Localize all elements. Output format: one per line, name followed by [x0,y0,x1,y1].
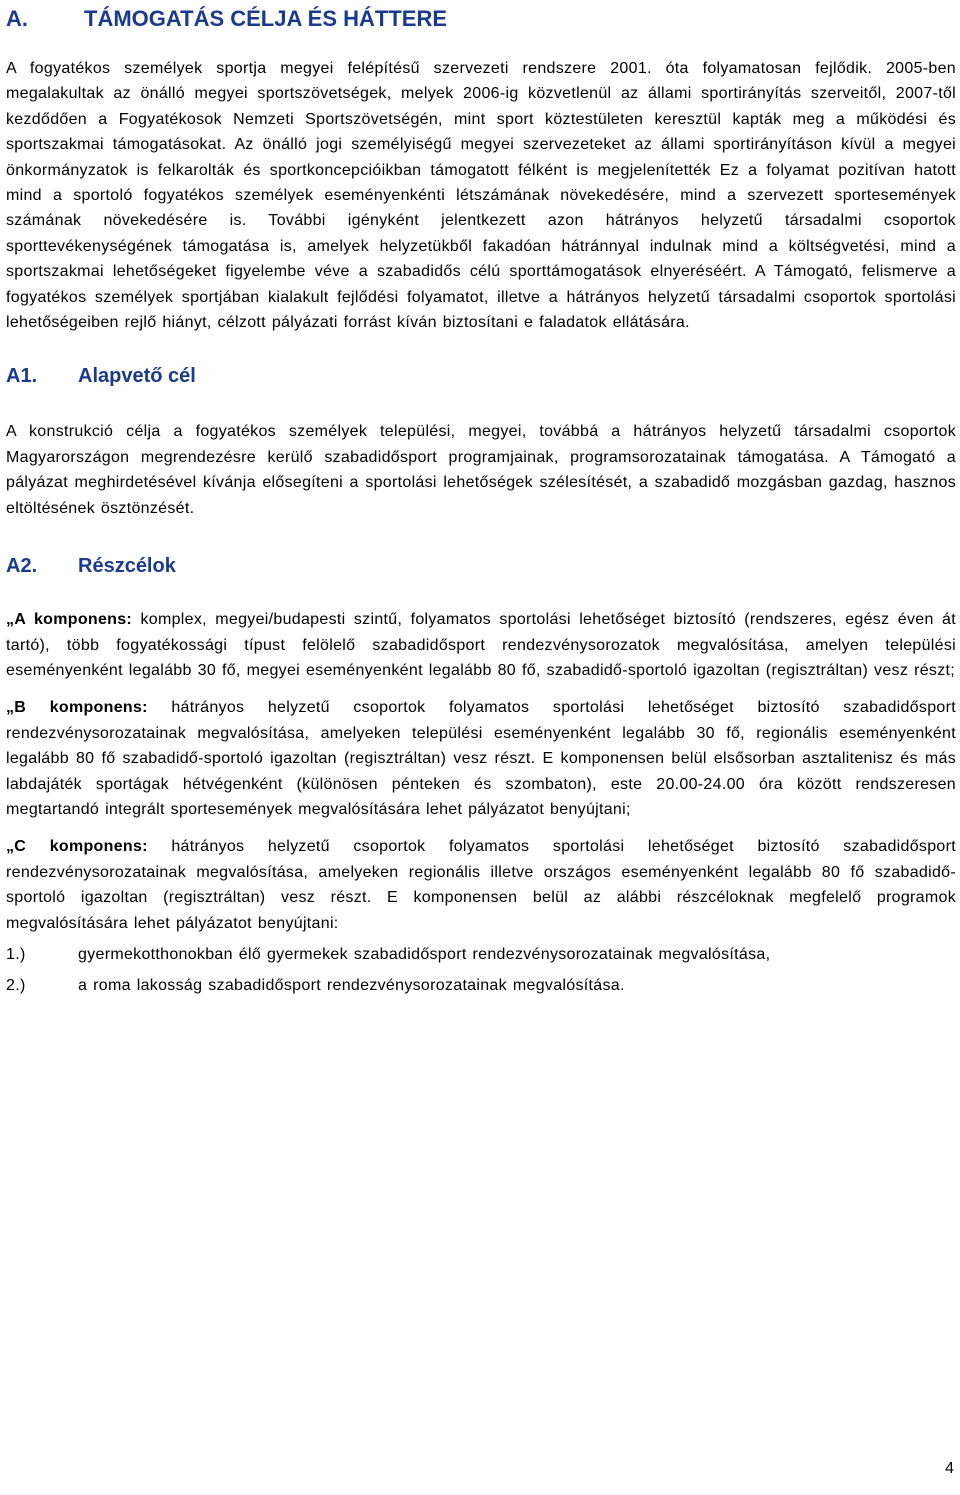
a2-number: A2. [6,555,38,578]
component-c-text: hátrányos helyzetű csoportok folyamatos sportolási lehetőséget biztosító szabadidősport rendezvénysorozatainak megvalósítása, amelyeken regionális illetve országos eseményenként legalább 80 fő szabadidő-sportoló igazoltan (regisztráltan) vesz részt. E komponensen belül az alábbi részcéloknak megfelelő programok megvalósítására lehet pályázatot benyújtani: [6,838,957,932]
component-b-key: „B komponens: [6,699,148,717]
list-item [6,973,956,998]
list-item-text: gyermekotthonokban élő gyermekek szabadidősport rendezvénysorozatainak megvalósítása, [78,945,771,963]
component-b-paragraph [6,695,956,822]
section-number: A. [6,6,28,31]
page-number: 4 [945,1460,954,1477]
list-item [6,942,956,967]
list-item-text: a roma lakosság szabadidősport rendezvénysorozatainak megvalósítása. [78,977,625,995]
a2-title: Részcélok [78,555,176,578]
a1-title: Alapvető cél [78,365,196,388]
component-a-text: komplex, megyei/budapesti szintű, folyamatos sportolási lehetőséget biztosító (rendszeres, egész éven át tartó), több fogyatékossági típust felölelő szabadidősport rendezvénysorozatok megvalósítása, amelyen települési eseményenként legalább 30 fő, megyei eseményenként legalább 80 fő, szabadidő-sportoló igazoltan (regisztráltan) vesz részt; [6,611,956,679]
a1-heading [6,365,956,393]
component-b-text: hátrányos helyzetű csoportok folyamatos sportolási lehetőséget biztosító szabadidősport rendezvénysorozatainak megvalósítása, amelyeken települési eseményenként legalább 30 fő, regionális eseményenként legalább 80 fő szabadidő-sportoló igazoltan (regisztráltan) vesz részt. E komponensen belül elsősorban asztalitenisz és más labdajáték sportágak hétvégenként (különösen pénteken és szombaton), este 20.00-24.00 óra között rendszeresen megtartandó integrált sportesemények megvalósítására lehet pályázatot benyújtani; [6,699,957,818]
component-c-paragraph [6,834,956,936]
section-heading [6,6,956,36]
list-item-index: 2.) [6,977,26,995]
component-c-key: „C komponens: [6,838,148,856]
a2-heading [6,555,956,583]
a1-paragraph: A konstrukció célja a fogyatékos személyek települési, megyei, továbbá a hátrányos helyzetű társadalmi csoportok Magyarországon megrendezésre kerülő szabadidősport programjainak, programsorozatainak támogatása. A Támogató a pályázat meghirdetésével kívánja elősegíteni a sportolási lehetőségek szélesítését, a szabadidő mozgásban gazdag, hasznos eltöltésének ösztönzését. [6,423,956,517]
list-item-index: 1.) [6,945,26,963]
document-page [6,0,956,999]
component-a-paragraph [6,607,956,683]
component-a-key: „A komponens: [6,611,133,629]
a1-number: A1. [6,365,38,388]
intro-paragraph: A fogyatékos személyek sportja megyei felépítésű szervezeti rendszere 2001. óta folyamatosan fejlődik. 2005-ben megalakultak az önálló megyei sportszövetségek, melyek 2006-ig közvetlenül az állami sportirányítás szerveitől, 2007-től kezdődően a Fogyatékosok Nemzeti Sportszövetségén, mint sport köztestületen keresztül kapták meg a működési és sportszakmai támogatásokat. Az önálló jogi személyiségű megyei szervezeteket az állami sportirányításon kívül a megyei önkormányzatok is felkarolták és sportkoncepcióikban támogatott félként is megjelenítették Ez a folyamat pozitívan hatott mind a sportoló fogyatékos személyek eseményenkénti létszámának növekedésére, mind a szervezett sportesemények számának növekedésére is. További igényként jelentkezett azon hátrányos helyzetű társadalmi csoportok sporttevékenységének támogatása is, amelyek helyzetükből fakadóan hátránnyal indulnak mind a költségvetési, mind a sportszakmai lehetőségeket figyelembe véve a szabadidős célú sporttámogatások elnyeréséért. A Támogató, felismerve a fogyatékos személyek sportjában kialakult fejlődési folyamatot, illetve a hátrányos helyzetű társadalmi csoportok sportolási lehetőségeiben rejlő hiányt, célzott pályázati forrást kíván biztosítani e faladatok ellátására. [6,60,956,332]
section-title: TÁMOGATÁS CÉLJA ÉS HÁTTERE [84,6,448,31]
